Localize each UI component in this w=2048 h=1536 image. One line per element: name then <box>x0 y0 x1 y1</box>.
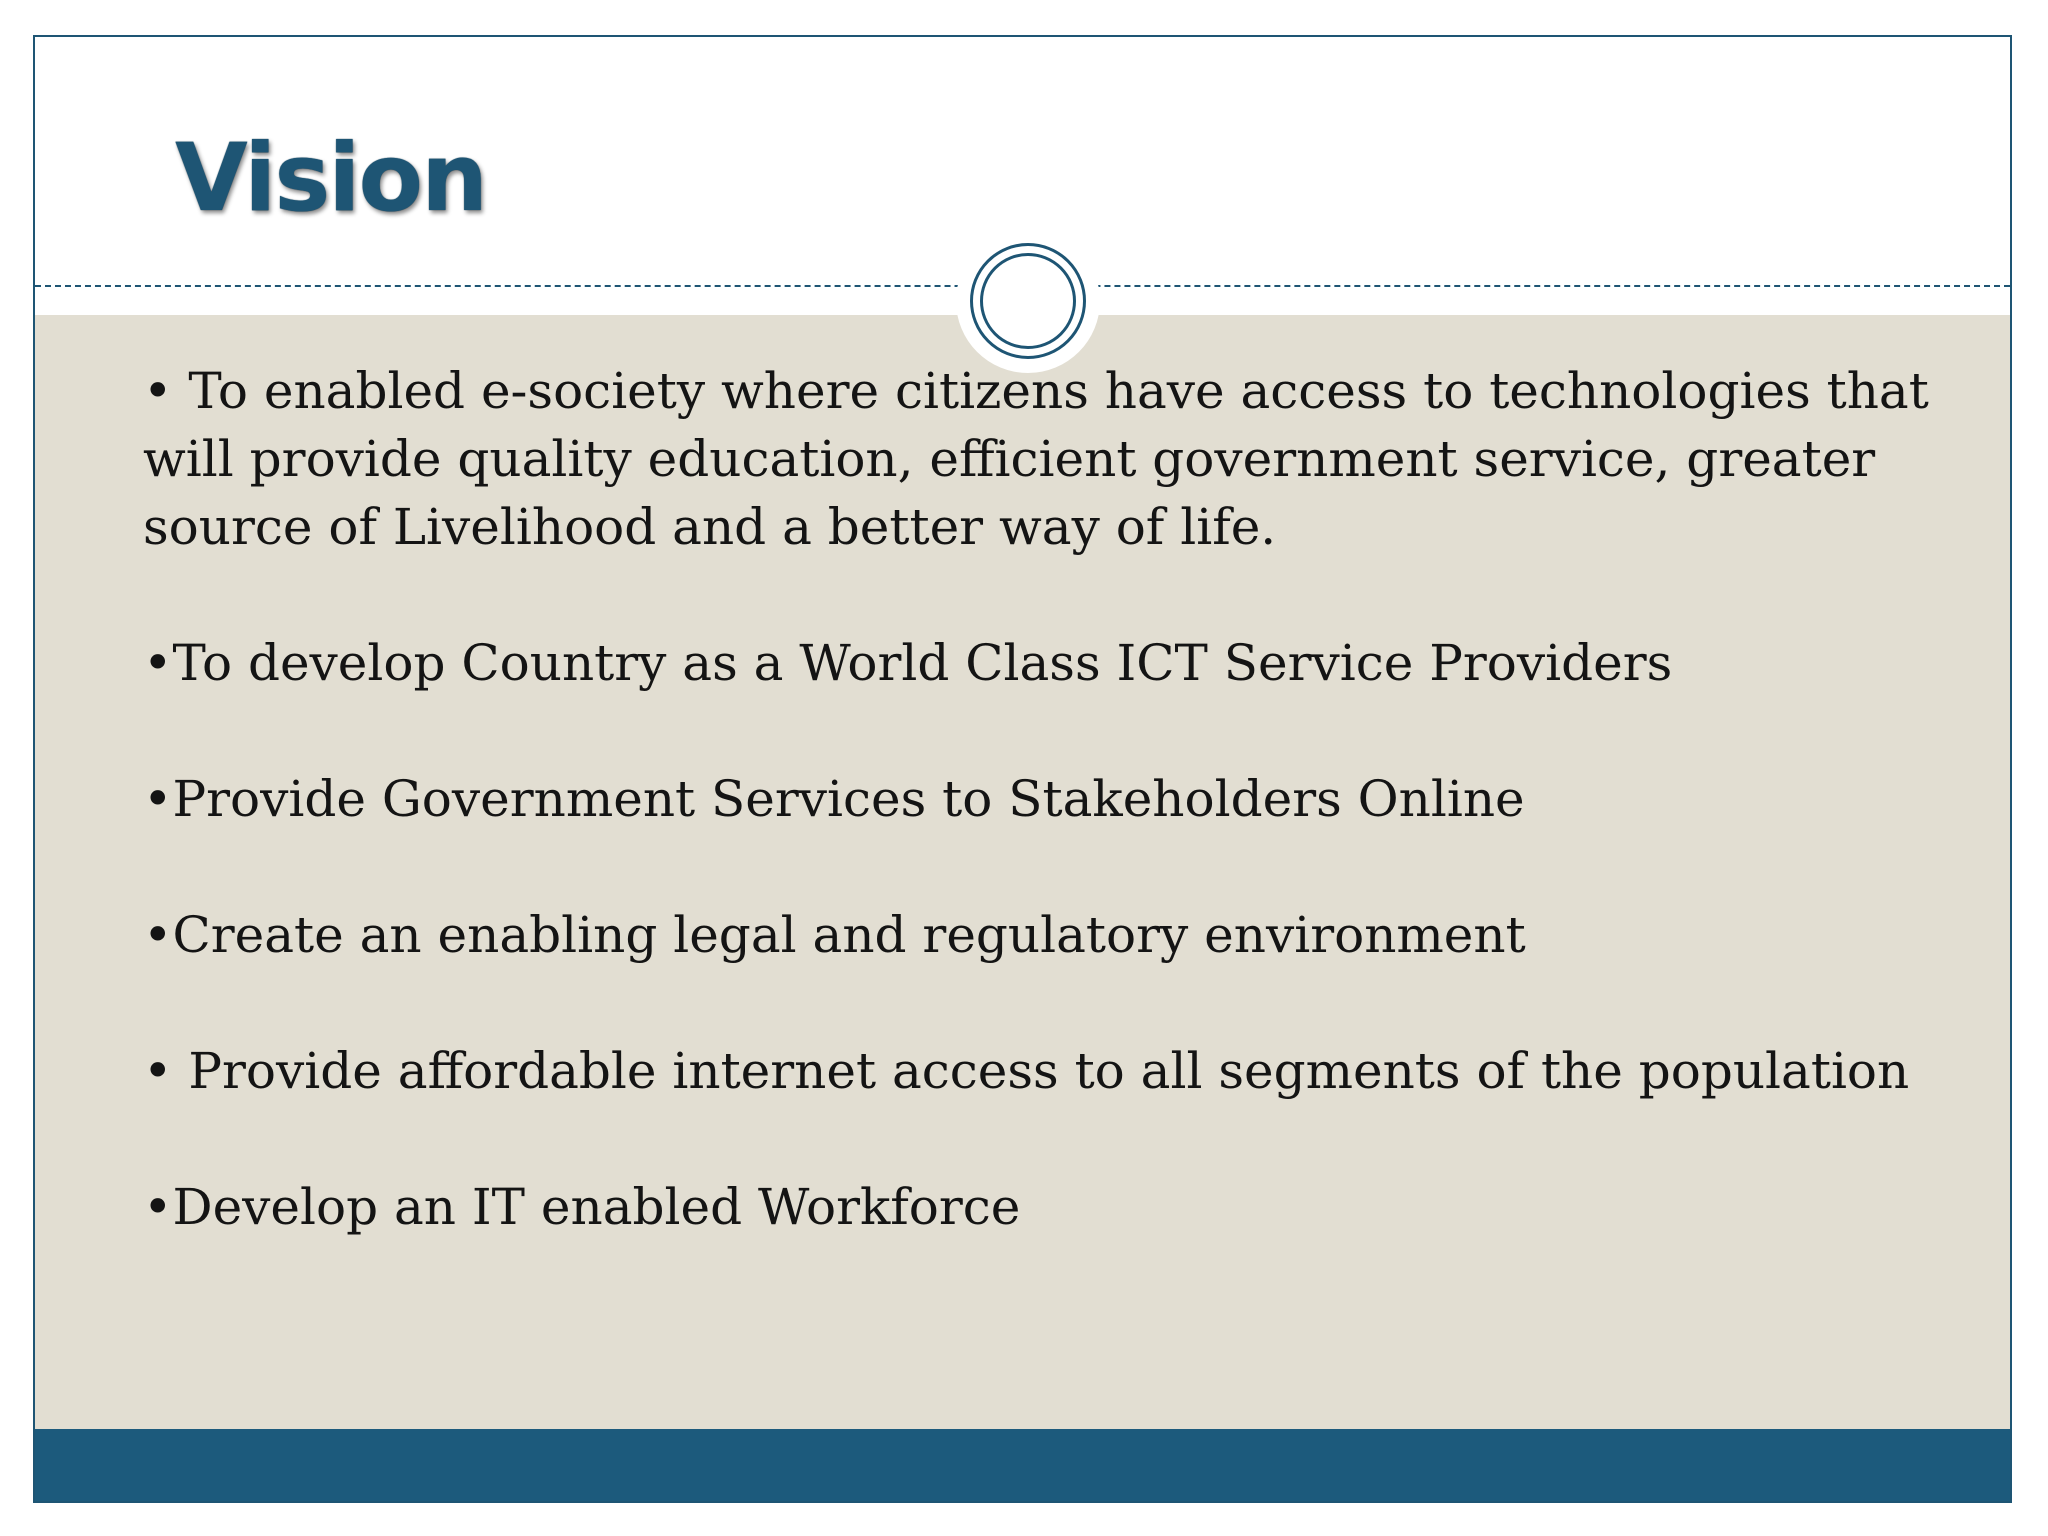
bullet-item: • Provide affordable internet access to all segments of the population <box>143 1042 1910 1100</box>
bullet-item: •Provide Government Services to Stakeholders Online <box>143 770 1525 828</box>
bullet-item: •Develop an IT enabled Workforce <box>143 1178 1021 1236</box>
bullet-item: • To enabled e-society where citizens have access to technologies that will provide quality education, efficient government service, greater source of Livelihood and a better way of life. <box>143 362 1929 556</box>
circle-ornament-icon <box>956 229 1100 373</box>
bullet-item: •To develop Country as a World Class ICT Service Providers <box>143 634 1673 692</box>
slide <box>33 35 2012 1503</box>
footer-bar <box>35 1429 2010 1501</box>
circle-ring-inner <box>980 253 1076 349</box>
bullet-item: •Create an enabling legal and regulatory environment <box>143 906 1526 964</box>
bullet-list <box>143 357 1943 1309</box>
circle-ring <box>970 243 1086 359</box>
slide-title: Vision <box>175 124 486 233</box>
